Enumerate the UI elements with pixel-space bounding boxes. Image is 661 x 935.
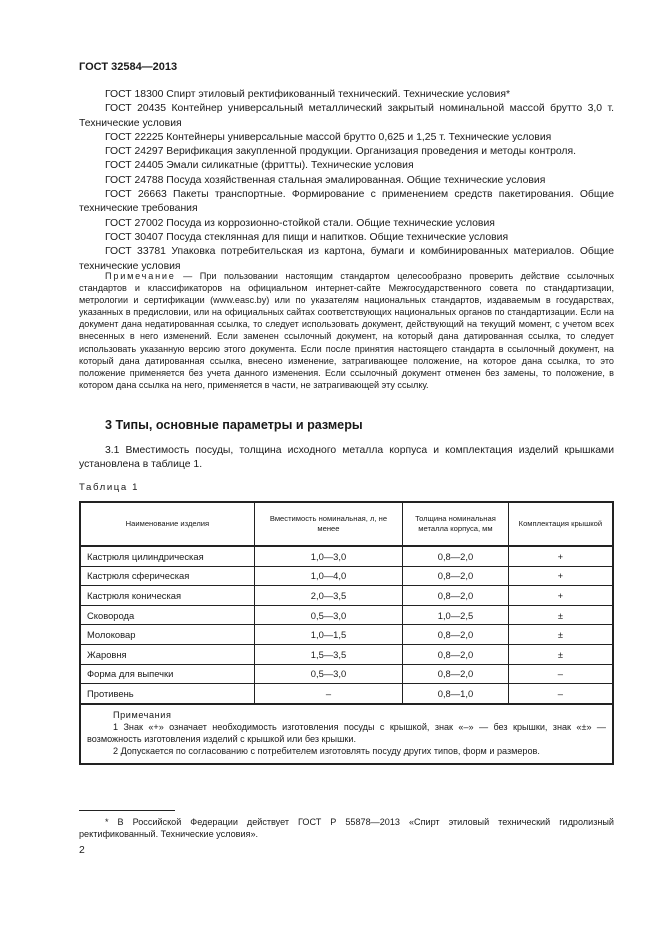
reference-item: ГОСТ 24405 Эмали силикатные (фритты). Технические условия bbox=[105, 160, 414, 172]
cell-name: Форма для выпечки bbox=[80, 664, 254, 684]
table-row bbox=[80, 684, 613, 704]
table-1 bbox=[79, 501, 614, 765]
column-header-capacity: Вместимость номинальная, л, не менее bbox=[254, 502, 402, 546]
cell-lid: ± bbox=[508, 605, 613, 625]
cell-thickness: 0,8—2,0 bbox=[403, 664, 509, 684]
cell-lid: ± bbox=[508, 644, 613, 664]
reference-item: ГОСТ 27002 Посуда из коррозионно-стойкой стали. Общие технические условия bbox=[105, 217, 495, 229]
cell-capacity: 0,5—3,0 bbox=[254, 664, 402, 684]
reference-item: ГОСТ 30407 Посуда стеклянная для пищи и напитков. Общие технические условия bbox=[105, 231, 509, 243]
table-row bbox=[80, 625, 613, 645]
reference-item: ГОСТ 24788 Посуда хозяйственная стальная эмалированная. Общие технические условия bbox=[105, 174, 546, 186]
table-notes bbox=[80, 704, 613, 764]
table-caption: Таблица 1 bbox=[79, 482, 140, 493]
page-number: 2 bbox=[79, 845, 85, 856]
table-note: 2 Допускается по согласованию с потребителем изготовлять посуду других типов, форм и размеров. bbox=[113, 745, 540, 756]
footnote bbox=[79, 816, 614, 840]
cell-lid: ± bbox=[508, 625, 613, 645]
references-note bbox=[79, 270, 614, 391]
cell-thickness: 0,8—2,0 bbox=[403, 546, 509, 566]
table-notes-row bbox=[80, 704, 613, 764]
table-note: 1 Знак «+» означает необходимость изготовления посуды с крышкой, знак «–» — без крышки, знак «±» — возможность изготовления изделий с крышкой или без крышки. bbox=[87, 721, 606, 744]
column-header-thickness: Толщина номинальная металла корпуса, мм bbox=[403, 502, 509, 546]
paragraph-3-1: 3.1 Вместимость посуды, толщина исходного металла корпуса и комплектация изделий крышками установлена в таблице 1. bbox=[79, 445, 614, 471]
page-header: ГОСТ 32584—2013 bbox=[79, 61, 178, 73]
table-row bbox=[80, 644, 613, 664]
cell-name: Кастрюля коническая bbox=[80, 586, 254, 606]
cell-thickness: 1,0—2,5 bbox=[403, 605, 509, 625]
notes-title: Примечания bbox=[113, 709, 172, 720]
table-row bbox=[80, 664, 613, 684]
cell-thickness: 0,8—2,0 bbox=[403, 586, 509, 606]
cell-name: Кастрюля цилиндрическая bbox=[80, 546, 254, 566]
cell-name: Сковорода bbox=[80, 605, 254, 625]
cell-capacity: 1,0—3,0 bbox=[254, 546, 402, 566]
footnote-text: * В Российской Федерации действует ГОСТ Р 55878—2013 «Спирт этиловый технический гидролизный ректификованный. Технические условия». bbox=[79, 817, 614, 840]
cell-capacity: 0,5—3,0 bbox=[254, 605, 402, 625]
reference-item: ГОСТ 18300 Спирт этиловый ректификованный технический. Технические условия* bbox=[105, 89, 511, 100]
cell-name: Кастрюля сферическая bbox=[80, 566, 254, 586]
table-row bbox=[80, 605, 613, 625]
note-text: — При пользовании настоящим стандартом целесообразно проверить действие ссылочных стандартов и классификаторов на официальном интернет-сайте Межгосударственного совета по стандартизации, метрологии и сертификации (www.easc.by) или по указателям национальных стандартов, издаваемым в государствах, указанных в предисловии, или на официальных сайтах соответствующих национальных органов по стандартизации. Если на документ дана недатированная ссылка, то следует использовать документ, действующий на текущий момент, с учетом всех внесенных в него изменений. Если заменен ссылочный документ, на который дана датированная ссылка, то следует использовать указанную версию этого документа. Если после принятия настоящего стандарта в ссылочный документ, на который дана датированная ссылка, внесено изменение, затрагивающее положение, на которое дана ссылка, то это положение применяется без учета данного изменения. Если ссылочный документ отменен без замены, то положение, в котором дана ссылка на него, применяется в части, не затрагивающей эту ссылку. bbox=[79, 271, 614, 390]
cell-name: Противень bbox=[80, 684, 254, 704]
cell-thickness: 0,8—1,0 bbox=[403, 684, 509, 704]
cell-thickness: 0,8—2,0 bbox=[403, 644, 509, 664]
note-paragraph bbox=[79, 270, 614, 391]
cell-lid: – bbox=[508, 664, 613, 684]
reference-item: ГОСТ 24297 Верификация закупленной продукции. Организация проведения и методы контроля. bbox=[105, 146, 576, 158]
table-row bbox=[80, 546, 613, 566]
cell-lid: – bbox=[508, 684, 613, 704]
cell-thickness: 0,8—2,0 bbox=[403, 625, 509, 645]
cell-lid: + bbox=[508, 586, 613, 606]
column-header-lid: Комплектация крышкой bbox=[508, 502, 613, 546]
footnote-separator bbox=[79, 810, 175, 811]
reference-item: ГОСТ 26663 Пакеты транспортные. Формирование с применением средств пакетирования. Общие технические требования bbox=[79, 189, 614, 215]
table-row bbox=[80, 566, 613, 586]
cell-capacity: 1,5—3,5 bbox=[254, 644, 402, 664]
cell-capacity: 1,0—1,5 bbox=[254, 625, 402, 645]
cell-lid: + bbox=[508, 546, 613, 566]
reference-item: ГОСТ 22225 Контейнеры универсальные массой брутто 0,625 и 1,25 т. Технические условия bbox=[105, 131, 552, 143]
section-heading: 3 Типы, основные параметры и размеры bbox=[105, 418, 363, 432]
cell-thickness: 0,8—2,0 bbox=[403, 566, 509, 586]
column-header-name: Наименование изделия bbox=[80, 502, 254, 546]
normative-references-list bbox=[79, 88, 614, 274]
section-paragraph bbox=[79, 444, 614, 473]
cell-capacity: – bbox=[254, 684, 402, 704]
cell-lid: + bbox=[508, 566, 613, 586]
reference-item: ГОСТ 20435 Контейнер универсальный металлический закрытый номинальной массой брутто 3,0 т. Технические условия bbox=[79, 103, 614, 129]
cell-capacity: 1,0—4,0 bbox=[254, 566, 402, 586]
cell-capacity: 2,0—3,5 bbox=[254, 586, 402, 606]
table-header-row bbox=[80, 502, 613, 546]
cell-name: Жаровня bbox=[80, 644, 254, 664]
table-row bbox=[80, 586, 613, 606]
reference-item: ГОСТ 33781 Упаковка потребительская из картона, бумаги и комбинированных материалов. Общие технические условия bbox=[79, 246, 614, 272]
note-label: Примечание bbox=[105, 271, 176, 281]
cell-name: Молоковар bbox=[80, 625, 254, 645]
